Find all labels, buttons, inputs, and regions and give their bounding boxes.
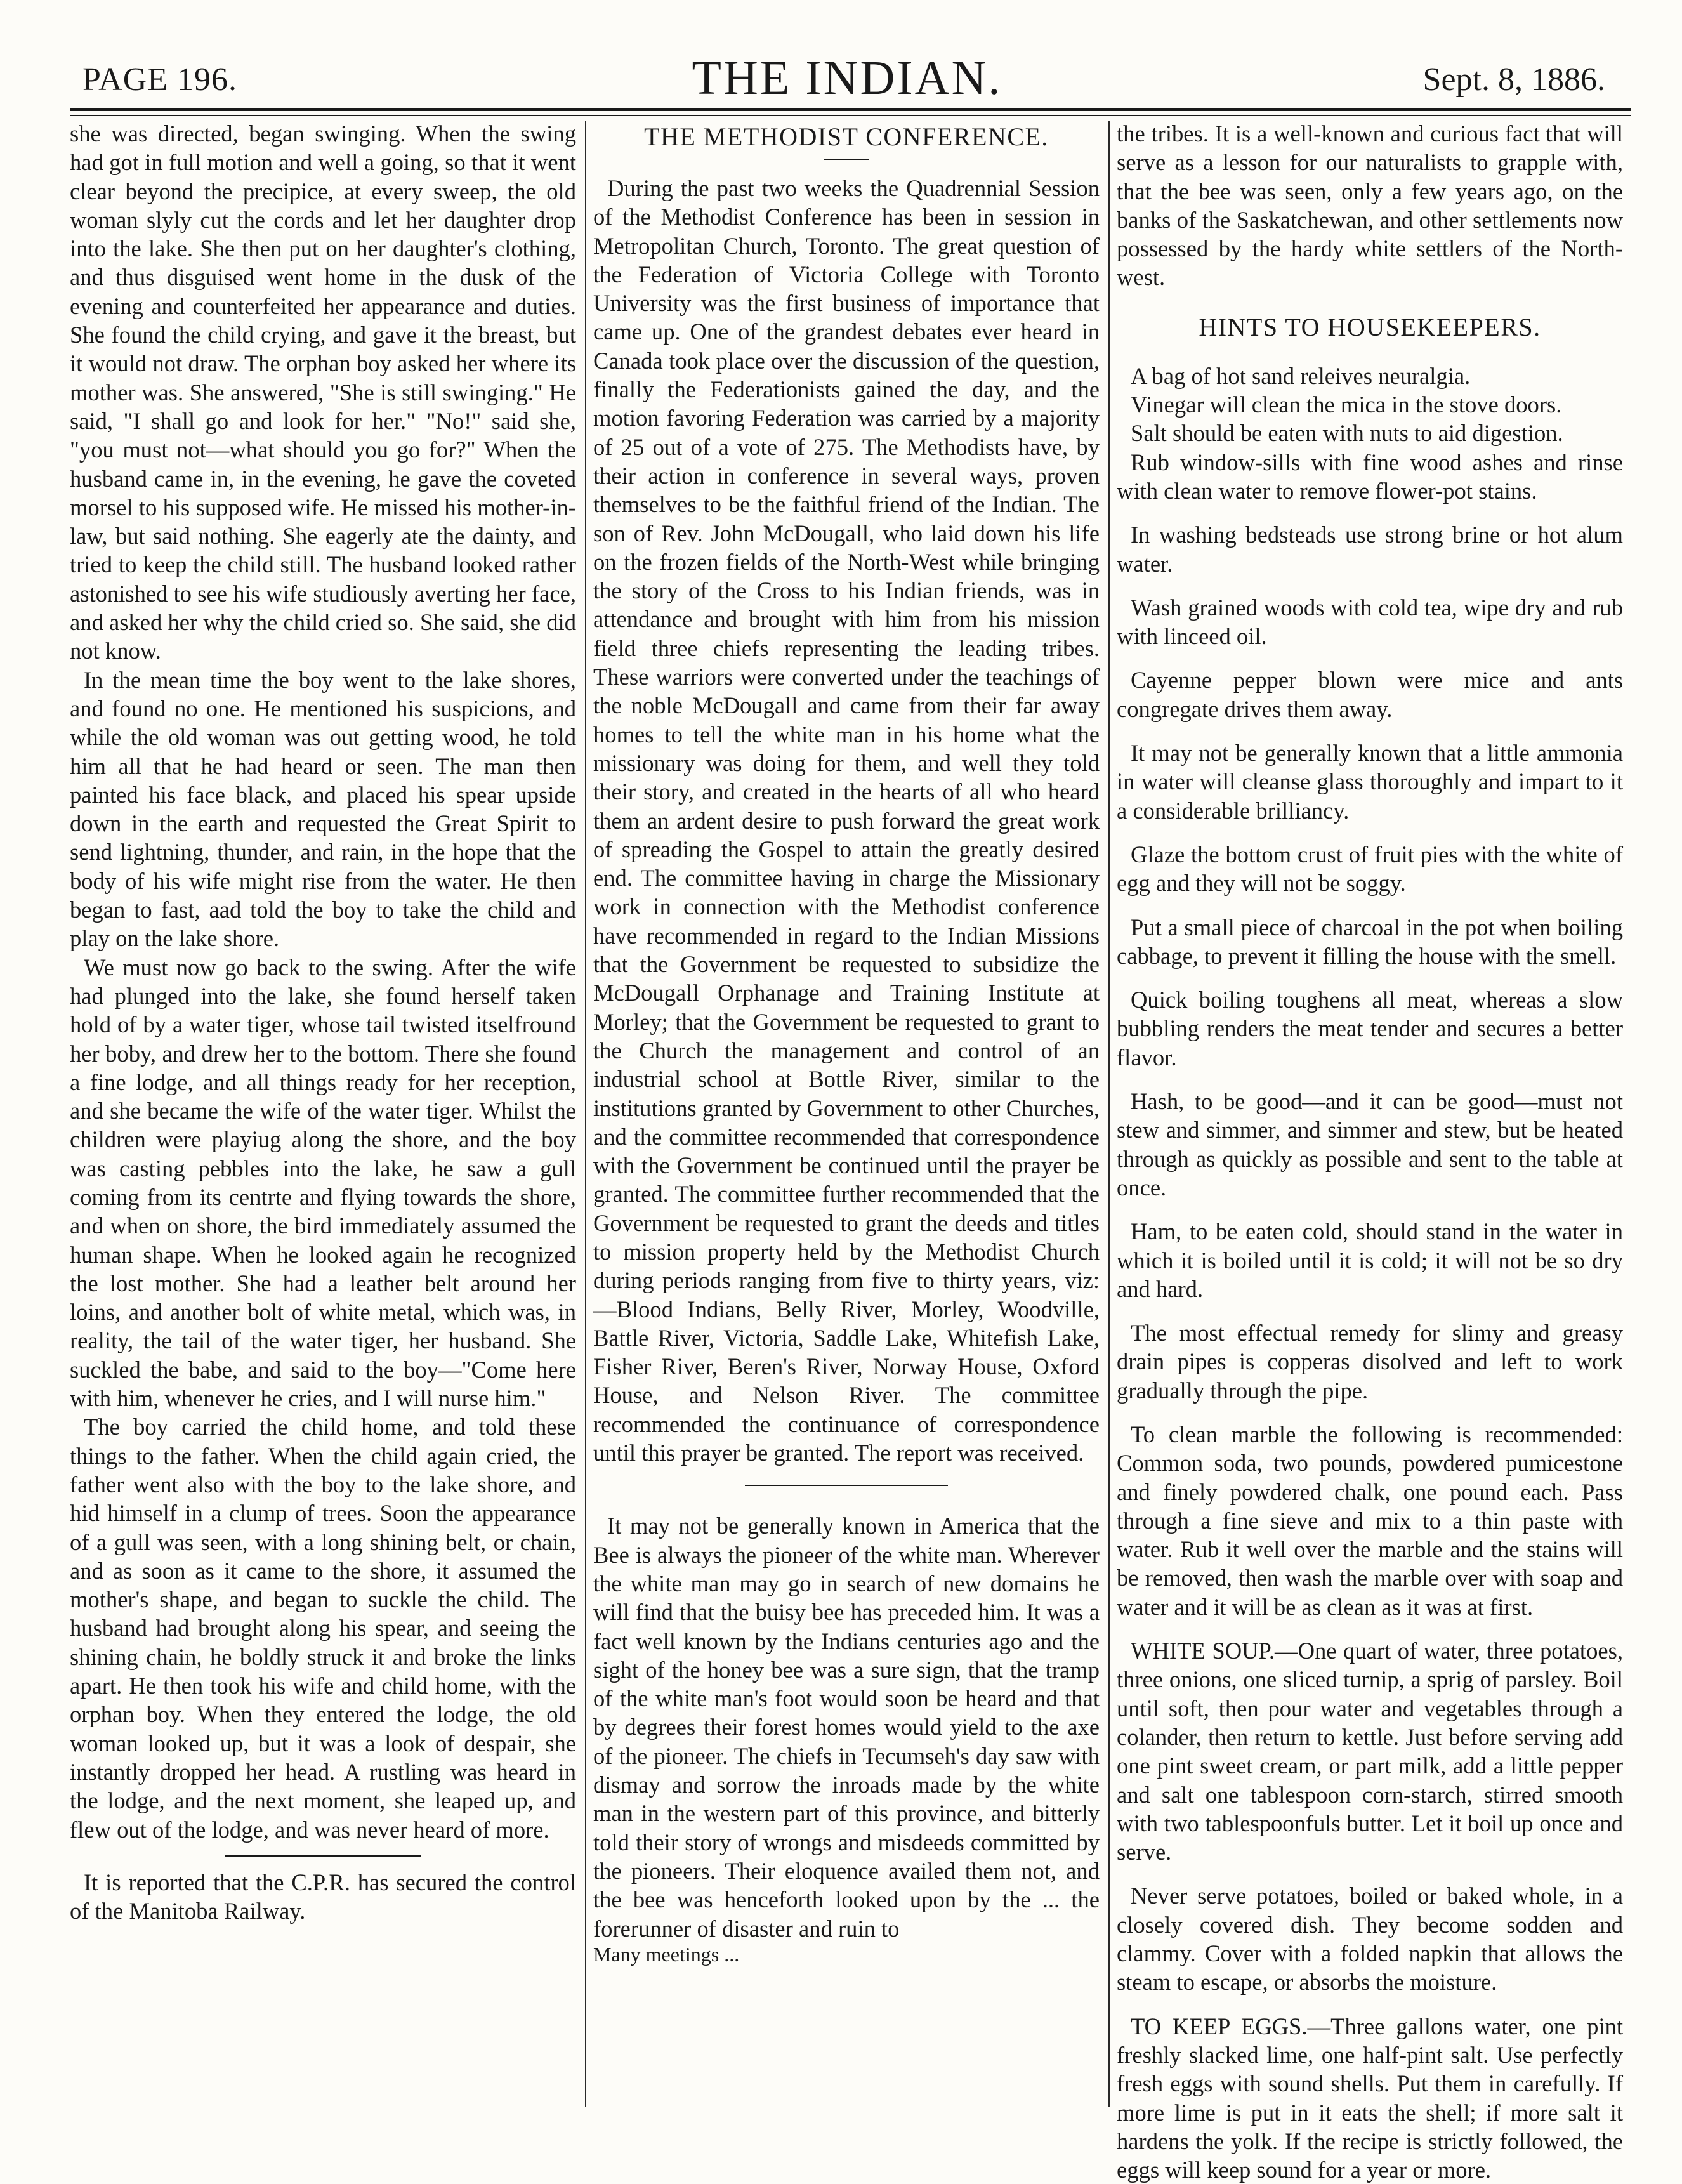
hint-item: Ham, to be eaten cold, should stand in the water in which it is boiled until it is cold; it will not be so dry and hard. — [1117, 1218, 1623, 1302]
recipe-text: —Three gallons water, one pint freshly slacked lime, one half-pint salt. Use perfectly fresh eggs with sound shells. Put them in carefully. If more lime is put in it eats the shell; if more salt it hardens the yolk. If the recipe is strictly followed, the eggs will keep sound for a year or more. — [1117, 2013, 1623, 2183]
column-1 — [70, 119, 576, 2132]
hint-item: Never serve potatoes, boiled or baked whole, in a closely covered dish. They become sodden and clammy. Cover with a folded napkin that allows the steam to escape, or absorbs the moisture. — [1117, 1883, 1623, 1996]
article-heading: THE METHODIST CONFERENCE. — [644, 122, 1049, 151]
story-paragraph: The boy carried the child home, and told these things to the father. When the child again cried, the father went also with the boy to the lake shore, and hid himself in a clump of trees. Soon the appearance of a gull was seen, with a long shining belt, or chain, and as soon as it came to the shore, it assumed the mother's shape, and began to suckle the child. The husband had brought along his spear, and seeing the shining chain, he boldly struck it and broke the links apart. He then took his wife and child home, with the orphan boy. When they entered the lodge, the old woman looked up, but it was a look of despair, she instantly dropped her head. A rustling was heard in the lodge, and the next moment, she leaped up, and flew out of the lodge, and was never heard of more. — [70, 1414, 576, 1843]
hint-item: Cayenne pepper blown were mice and ants congregate drives them away. — [1117, 667, 1623, 722]
hint-item: Vinegar will clean the mica in the stove doors. — [1131, 391, 1562, 418]
issue-date: Sept. 8, 1886. — [1422, 62, 1605, 98]
header-rule — [70, 108, 1631, 111]
recipe-keep-eggs — [1117, 2012, 1623, 2184]
column-divider — [585, 121, 586, 2107]
hint-item: Wash grained woods with cold tea, wipe dry and rub with linceed oil. — [1117, 594, 1623, 650]
column-2 — [593, 119, 1100, 2132]
section-rule — [225, 1855, 421, 1857]
hint-item: Hash, to be good—and it can be good—must not stew and simmer, and simmer and stew, but be heated through as quickly as possible and sent to the table at once. — [1117, 1088, 1623, 1201]
column-divider — [1108, 121, 1110, 2107]
article-paragraph: It may not be generally known in America that the Bee is always the pioneer of the white man. Wherever the white man may go in search of new domains he will find that the buisy bee has preceded him. It was a fact well known by the Indians centuries ago and the sight of the honey bee was a sure sign, that the tramp of the white man's foot would soon be heard and that by degrees their forest homes would yield to the axe of the pioneer. The chiefs in Tecumseh's day saw with dismay and sorrow the inroads made by the white man in the western part of this province, and bitterly told their story of wrongs and misdeeds committed by the pioneers. Their eloquence availed them not, and the bee was henceforth looked upon by the ... the forerunner of disaster and ruin to — [593, 1513, 1100, 1942]
hint-item: Salt should be eaten with nuts to aid digestion. — [1131, 420, 1563, 447]
hint-item: Put a small piece of charcoal in the pot when boiling cabbage, to prevent it filling the house with the smell. — [1117, 914, 1623, 969]
page-number: PAGE 196. — [82, 62, 238, 98]
hint-item: Glaze the bottom crust of fruit pies with the white of egg and they will not be soggy. — [1117, 841, 1623, 897]
recipe-label: TO KEEP EGGS. — [1131, 2013, 1308, 2039]
footnote: Many meetings ... — [593, 1942, 740, 1966]
article-paragraph: the tribes. It is a well-known and curious fact that will serve as a lesson for our naturalists to grapple with, that the bee was seen, only a few years ago, on the banks of the Saskatchewan, and other settlements now possessed by the hardy white settlers of the North-west. — [1117, 121, 1623, 291]
hint-item: It may not be generally known that a little ammonia in water will cleanse glass thoroughly and impart to it a considerable brilliancy. — [1117, 740, 1623, 824]
masthead — [70, 51, 1624, 108]
hint-item: To clean marble the following is recommended: Common soda, two pounds, powdered pumicestone and finely powdered chalk, one pound each. Pass through a fine sieve and mix to a thin paste with water. Rub it well over the marble and the stains will be removed, then wash the marble over with soap and water and it will be as clean as it was at first. — [1117, 1421, 1623, 1620]
article-heading: HINTS TO HOUSEKEEPERS. — [1199, 312, 1541, 341]
hint-item: The most effectual remedy for slimy and greasy drain pipes is copperas disolved and left to work gradually through the pipe. — [1117, 1320, 1623, 1404]
recipe-label: WHITE SOUP. — [1131, 1638, 1275, 1664]
newspaper-title: THE INDIAN. — [692, 51, 1002, 105]
story-paragraph: We must now go back to the swing. After the wife had plunged into the lake, she found herself taken hold of by a water tiger, whose tail twisted itselfround her boby, and drew her to the bottom. There she found a fine lodge, and all things ready for her reception, and she became the wife of the water tiger. Whilst the children were playiug along the shore, and the boy was casting pebbles into the lake, he saw a gull coming from its centrte and flying towards the shore, and when on shore, the bird immediately assumed the human shape. When he looked again he recognized the lost mother. She had a leather belt around her loins, and another bolt of white metal, which was, in reality, the tail of the water tiger, her husband. She suckled the babe, and said to the boy—"Come here with him, whenever he cries, and I will nurse him." — [70, 954, 576, 1412]
header-rule-thin — [70, 115, 1631, 116]
story-paragraph: In the mean time the boy went to the lake shores, and found no one. He mentioned his suspicions, and while the old woman was out getting wood, he told him all that he had heard or seen. The man then painted his face black, and placed his spear upside down in the earth and requested the Great Spirit to send lightning, thunder, and rain, in the hope that the body of his wife might rise from the water. He then began to fast, aad told the boy to take the child and play on the lake shore. — [70, 666, 576, 952]
hint-item: Quick boiling toughens all meat, whereas a slow bubbling renders the meat tender and secures a better flavor. — [1117, 987, 1623, 1070]
recipe-white-soup — [1117, 1636, 1623, 1866]
story-paragraph: she was directed, began swinging. When the swing had got in full motion and well a going, so that it went clear beyond the precipice, at every sweep, the old woman slyly cut the cords and let her daughter drop into the lake. She then put on her daughter's clothing, and thus disguised went home in the dusk of the evening and counterfeited her appearance and duties. She found the child crying, and gave it the breast, but it would not draw. The orphan boy asked her where its mother was. She answered, "She is still swinging." He said, "I shall go and look for her." "No!" said she, "you must not—what should you go for?" When the husband came in, in the evening, he gave the coveted morsel to his supposed wife. He missed his mother-in-law, but said nothing. She eagerly ate the dainty, and tried to keep the child still. The husband looked rather astonished to see his wife studiously averting her face, and asked her why the child cried so. She said, she did not know. — [70, 121, 576, 664]
recipe-text: —One quart of water, three potatoes, three onions, one sliced turnip, a sprig of parsley. Boil until soft, then pour water and vegetables through a colander, then return to kettle. Just before serving add one pint sweet cream, or part milk, add a little pepper and salt one tablespoon corn-starch, stirred smooth with two tablespoonfuls butter. Let it boil up once and serve. — [1117, 1638, 1624, 1865]
hint-item: A bag of hot sand releives neuralgia. — [1131, 362, 1471, 389]
article-paragraph: During the past two weeks the Quadrennial Session of the Methodist Conference has been in session in Metropolitan Church, Toronto. The great question of the Federation of Victoria College with Toronto University was the first business of importance that came up. One of the grandest debates ever heard in Canada took place over the discussion of the question, finally the Federationists gained the day, and the motion favoring Federation was carried by a majority of 25 out of a vote of 275. The Methodists have, by their action in conference in several ways, proven themselves to be the faithful friend of the Indian. The son of Rev. John McDougall, who laid down his life on the frozen fields of the North-West while bringing the story of the Cross to his Indian friends, was in attendance and brought with him from his mission field three chiefs representing the leading tribes. These warriors were converted under the teachings of the noble McDougall and came from their far away homes to tell the white man in his home what the missionary was doing for them, and well they told their story, and created in the hearts of all who heard them an ardent desire to push forward the great work of spreading the Gospel to attain the greatly desired end. The committee having in charge the Missionary work in connection with the Methodist conference have recommended in regard to the Indian Missions that the Government be requested to subsidize the McDougall Orphanage and Training Institute at Morley; that the Government be requested to grant to the Church the management and control of an industrial school at Bottle River, similar to the institutions granted by Government to other Churches, and the committee recommended that correspondence with the Government be continued until the prayer be granted. The committee further recommended that the Government be requested to grant the deeds and titles to mission property held by the Methodist Church during periods ranging from five to thirty years, viz:—Blood Indians, Belly River, Morley, Woodville, Battle River, Victoria, Saddle Lake, Whitefish Lake, Fisher River, Beren's River, Norway House, Oxford House, and Nelson River. The committee recommended the continuance of correspondence until this prayer be granted. The report was received. — [593, 175, 1100, 1466]
hint-item: Rub window-sills with fine wood ashes and rinse with clean water to remove flower-pot stains. — [1117, 449, 1623, 504]
section-rule — [745, 1485, 948, 1486]
heading-rule — [824, 159, 869, 160]
hints-list — [1117, 362, 1623, 1621]
hint-item: In washing bedsteads use strong brine or hot alum water. — [1117, 522, 1623, 577]
column-3 — [1117, 119, 1624, 2183]
news-item: It is reported that the C.P.R. has secured the control of the Manitoba Railway. — [70, 1869, 576, 1924]
